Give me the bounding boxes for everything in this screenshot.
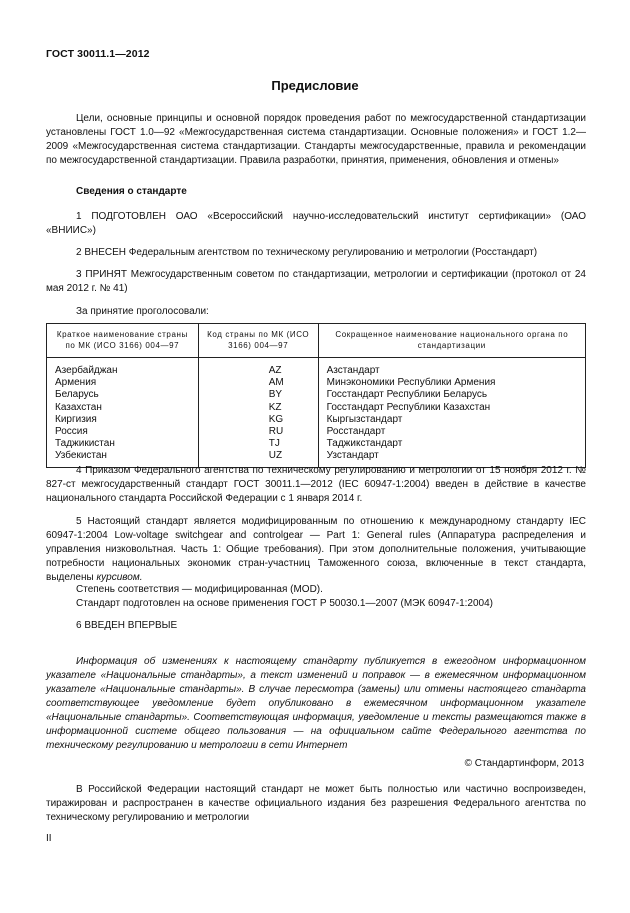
body-cell: Таджикстандарт: [318, 438, 585, 450]
item-5-italic-word: курсивом.: [96, 572, 143, 583]
table-header-code: Код страны по МК (ИСО 3166) 004—97: [198, 324, 318, 358]
body-cell: Росстандарт: [318, 426, 585, 438]
table-header-country: Краткое наименование страны по МК (ИСО 3166) 004—97: [47, 324, 199, 358]
table-row: [47, 389, 586, 401]
page-title: Предисловие: [271, 78, 359, 93]
country-cell: Армения: [47, 377, 199, 389]
item-1: 1 ПОДГОТОВЛЕН ОАО «Всероссийский научно-исследовательский институт сертификации» (ОАО «ВНИИС»): [46, 211, 586, 236]
copyright: © Стандартинформ, 2013: [464, 758, 584, 769]
code-cell: KZ: [198, 402, 318, 414]
body-cell: Узстандарт: [318, 450, 585, 467]
voted-label: За принятие проголосовали:: [76, 306, 209, 317]
body-cell: Госстандарт Республики Беларусь: [318, 389, 585, 401]
item-2: 2 ВНЕСЕН Федеральным агентством по техническому регулированию и метрологии (Росстандарт): [76, 247, 538, 258]
country-cell: Казахстан: [47, 402, 199, 414]
table-row: [47, 377, 586, 389]
body-cell: Азстандарт: [318, 358, 585, 378]
info-notice: Информация об изменениях к настоящему стандарту публикуется в ежегодном информационном указателе «Национальные стандарты», а текст изменений и поправок — в ежемесячном информационном указателе «Национальные стандарты». В случае пересмотра (замены) или отмены настоящего стандарта соответствующее уведомление будет опубликовано в ежемесячном информационном указателе «Национальные стандарты». Соответствующая информация, уведомление и тексты размещаются также в информационной системе общего пользования — на официальном сайте Федерального агентства по техническому регулированию и метрологии в сети Интернет: [46, 656, 586, 751]
body-cell: Госстандарт Республики Казахстан: [318, 402, 585, 414]
code-cell: KG: [198, 414, 318, 426]
item-5-basis: Стандарт подготовлен на основе применения ГОСТ Р 50030.1—2007 (МЭК 60947-1:2004): [76, 598, 494, 609]
section-title: Сведения о стандарте: [76, 186, 187, 197]
item-5-degree: Степень соответствия — модифицированная (MOD).: [76, 584, 323, 595]
code-cell: AM: [198, 377, 318, 389]
item-5-text: 5 Настоящий стандарт является модифицированным по отношению к международному стандарту IEC 60947-1:2004 Low-voltage switchgear and controlgear — Part 1: General rules (Аппаратура распределения и управления низковольтная. Часть 1: Общие требования). При этом дополнительные положения, учитывающие потребности национальных экономик стран-участниц Таможенного союза, включенные в текст стандарта, выделены: [46, 516, 586, 583]
table-header-row: [47, 324, 586, 358]
intro-paragraph: Цели, основные принципы и основной порядок проведения работ по межгосударственной стандартизации установлены ГОСТ 1.0—92 «Межгосударственная система стандартизации. Основные положения» и ГОСТ 1.2—2009 «Межгосударственная система стандартизации. Стандарты межгосударственные, правила и рекомендации по межгосударственной стандартизации. Правила разработки, принятия, применения, обновления и отмены»: [46, 113, 586, 166]
table-row: [47, 358, 586, 378]
item-6: 6 ВВЕДЕН ВПЕРВЫЕ: [76, 620, 178, 631]
country-cell: Беларусь: [47, 389, 199, 401]
code-cell: RU: [198, 426, 318, 438]
item-4: 4 Приказом Федерального агентства по техническому регулированию и метрологии от 15 ноября 2012 г. № 827-ст межгосударственный стандарт ГОСТ 30011.1—2012 (IEC 60947-1:2004) введен в действие в качестве национального стандарта Российской Федерации с 1 января 2014 г.: [46, 465, 586, 504]
table-row: [47, 438, 586, 450]
table-row: [47, 414, 586, 426]
country-cell: Киргизия: [47, 414, 199, 426]
page-number: II: [46, 833, 52, 844]
member-states-table: [46, 323, 586, 468]
body-cell: Минэкономики Республики Армения: [318, 377, 585, 389]
code-cell: UZ: [198, 450, 318, 467]
code-cell: AZ: [198, 358, 318, 378]
reproduction-notice: В Российской Федерации настоящий стандарт не может быть полностью или частично воспроизведен, тиражирован и распространен в качестве официального издания без разрешения Федерального агентства по техническому регулированию и метрологии: [46, 784, 586, 823]
document-id: ГОСТ 30011.1—2012: [46, 48, 150, 60]
item-5: [46, 515, 586, 585]
code-cell: TJ: [198, 438, 318, 450]
country-cell: Таджикистан: [47, 438, 199, 450]
country-cell: Россия: [47, 426, 199, 438]
country-cell: Узбекистан: [47, 450, 199, 467]
table-row: [47, 426, 586, 438]
table-header-body: Сокращенное наименование национального органа по стандартизации: [318, 324, 585, 358]
code-cell: BY: [198, 389, 318, 401]
table-row: [47, 402, 586, 414]
country-cell: Азербайджан: [47, 358, 199, 378]
body-cell: Кыргызстандарт: [318, 414, 585, 426]
item-3: 3 ПРИНЯТ Межгосударственным советом по стандартизации, метрологии и сертификации (протокол от 24 мая 2012 г. № 41): [46, 269, 586, 294]
